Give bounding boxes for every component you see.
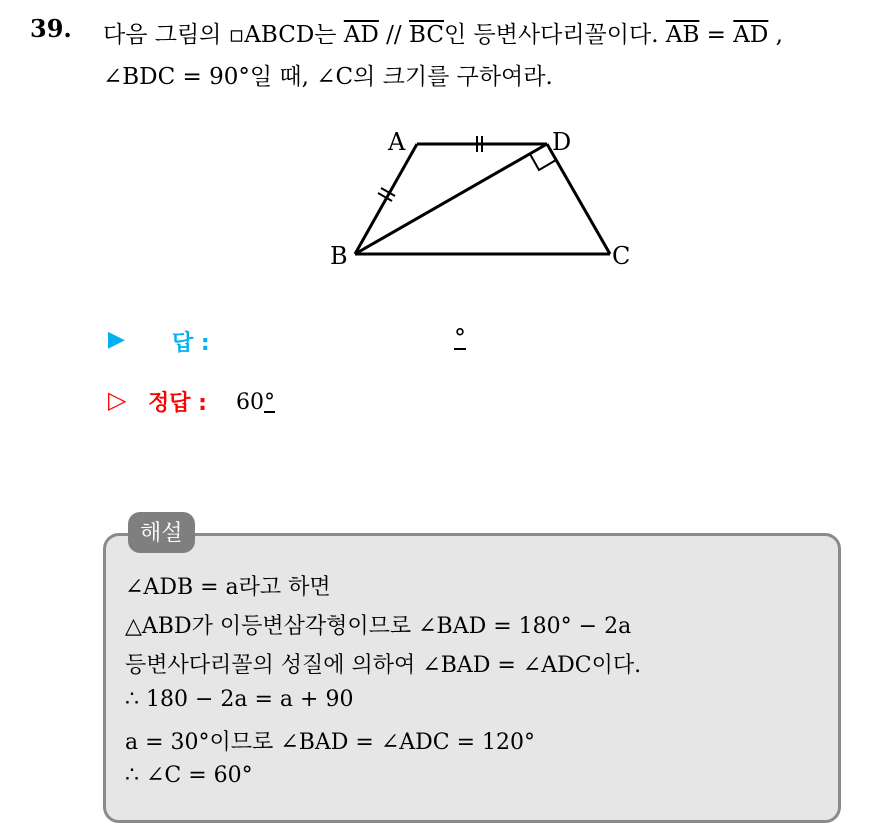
correct-answer-unit: ° <box>264 390 275 415</box>
question-text: , <box>768 22 783 48</box>
solution-tag: 해설 <box>128 512 195 553</box>
segment-bc: $\overline{BC}$ <box>409 22 444 48</box>
vertex-label-d: D <box>552 128 572 156</box>
correct-answer-row <box>108 386 275 416</box>
correct-answer-number: 60 <box>236 390 264 415</box>
correct-answer-value <box>236 390 275 415</box>
solution-line: ∴ ∠C = 60° <box>125 763 253 788</box>
correct-marker-icon: ▷ <box>108 386 127 414</box>
question-text-line-1 <box>103 16 783 49</box>
question-text: 인 등변사다리꼴이다. <box>443 22 666 48</box>
segment-ad: $\overline{AD}$ <box>733 22 769 48</box>
right-angle-mark <box>530 154 556 170</box>
solution-line: ∴ 180 − 2a = a + 90 <box>125 687 354 712</box>
vertex-label-c: C <box>612 242 631 270</box>
equals-symbol: = <box>699 22 734 48</box>
segment-ad: $\overline{AD}$ <box>343 22 379 48</box>
answer-label: 답 : <box>172 331 210 356</box>
question-text-line-2: ∠BDC = 90°일 때, ∠C의 크기를 구하여라. <box>103 64 553 90</box>
solution-line: a = 30°이므로 ∠BAD = ∠ADC = 120° <box>125 730 536 755</box>
trapezoid-figure <box>320 120 660 280</box>
segment-ab: $\overline{AB}$ <box>665 22 700 48</box>
solution-line: ∠ADB = a라고 하면 <box>125 575 331 600</box>
vertex-label-b: B <box>330 242 348 270</box>
solution-line: △ABD가 이등변삼각형이므로 ∠BAD = 180° − 2a <box>125 614 632 639</box>
question-text: 다음 그림의 ▫ABCD는 <box>103 22 344 48</box>
answer-row <box>108 324 466 356</box>
correct-answer-label: 정답 : <box>148 391 207 416</box>
question-number: 39. <box>30 14 72 43</box>
answer-marker-icon: ▶ <box>108 327 125 352</box>
answer-blank-unit[interactable]: ° <box>454 324 466 352</box>
vertex-label-a: A <box>388 128 406 156</box>
side-dc <box>547 144 610 254</box>
parallel-symbol: // <box>378 22 409 48</box>
solution-line: 등변사다리꼴의 성질에 의하여 ∠BAD = ∠ADC이다. <box>125 653 642 678</box>
diagonal-bd <box>355 144 547 254</box>
